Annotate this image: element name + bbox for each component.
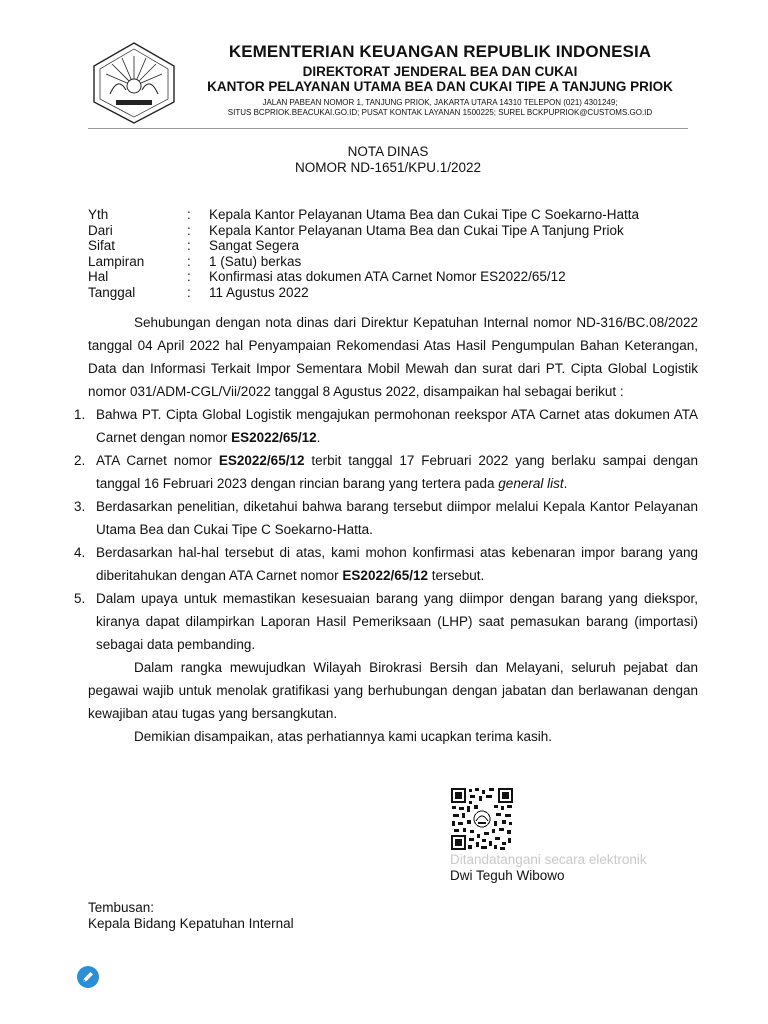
list-item [74,495,698,541]
italic-term: general list [498,476,564,491]
memo-meta-table [88,207,639,300]
meta-value: Sangat Segera [209,238,300,253]
list-item [74,587,698,656]
address-line-2: SITUS BCPRIOK.BEACUKAI.GO.ID; PUSAT KONTAK LAYANAN 1500225; SUREL BCKPUPRIOK@CUSTOMS.GO.ID [227,108,653,117]
meta-key: Sifat [88,238,116,253]
numbered-list [74,403,698,656]
list-number: 1. [74,407,86,422]
ministry-name: KEMENTERIAN KEUANGAN REPUBLIK INDONESIA [228,42,652,61]
list-item [74,541,698,587]
meta-value: 1 (Satu) berkas [209,253,302,269]
list-number: 5. [74,591,86,606]
meta-colon: : [187,253,191,269]
address-line-1: JALAN PABEAN NOMOR 1, TANJUNG PRIOK, JAKARTA UTARA 14310 TELEPON (021) 4301249; [262,98,618,107]
integrity-paragraph: Dalam rangka mewujudkan Wilayah Birokrasi Bersih dan Melayani, seluruh pejabat dan pegawai wajib untuk menolak gratifikasi yang berhubungan dengan jabatan dan berlawanan dengan kewajiban atau tugas yang bersangkutan. [88,660,698,721]
meta-row-yth [88,207,639,223]
meta-colon: : [187,284,191,300]
meta-row-sifat [88,238,639,254]
electronic-signature-note: Ditandatangani secara elektronik [450,852,647,867]
ministry-emblem-logo [88,40,180,126]
meta-key: Yth [88,207,109,222]
list-text: Berdasarkan hal-hal tersebut di atas, kami mohon konfirmasi atas kebenaran impor barang yang diberitahukan dengan ATA Carnet nomor [96,545,698,583]
memo-number: NOMOR ND-1651/KPU.1/2022 [294,160,482,175]
list-item [74,449,698,495]
meta-value: Konfirmasi atas dokumen ATA Carnet Nomor ES2022/65/12 [209,269,566,284]
meta-colon: : [187,238,191,253]
meta-key: Lampiran [88,253,145,269]
cc-label: Tembusan: [88,900,155,915]
meta-value: 11 Agustus 2022 [209,284,309,300]
carnet-number: ES2022/65/12 [231,430,317,445]
list-text: Berdasarkan penelitian, diketahui bahwa barang tersebut diimpor melalui Kepala Kantor Pelayanan Utama Bea dan Cukai Tipe C Soekarno-Hatta. [96,499,698,537]
directorate-name: DIREKTORAT JENDERAL BEA DAN CUKAI [302,64,578,79]
meta-value: Kepala Kantor Pelayanan Utama Bea dan Cukai Tipe C Soekarno-Hatta [209,207,640,222]
meta-key: Dari [88,222,113,238]
meta-row-dari [88,223,639,239]
memo-body [74,311,698,748]
pen-badge-icon[interactable] [77,966,99,988]
carnet-number: ES2022/65/12 [218,453,305,468]
office-name: KANTOR PELAYANAN UTAMA BEA DAN CUKAI TIPE A TANJUNG PRIOK [207,79,673,94]
meta-row-hal [88,269,639,285]
meta-row-lampiran [88,254,639,270]
list-text: . [563,476,568,491]
meta-colon: : [187,269,191,284]
list-item [74,403,698,449]
cc-recipient: Kepala Bidang Kepatuhan Internal [88,916,294,931]
meta-key: Hal [88,269,109,284]
signatory-name: Dwi Teguh Wibowo [450,868,565,883]
meta-key: Tanggal [88,284,136,300]
closing-paragraph: Demikian disampaikan, atas perhatiannya kami ucapkan terima kasih. [134,729,552,744]
list-text: Bahwa PT. Cipta Global Logistik mengajukan permohonan reekspor ATA Carnet atas dokumen ATA Carnet dengan nomor [96,407,698,445]
meta-colon: : [187,222,191,238]
list-number: 2. [74,453,86,468]
list-number: 3. [74,499,86,514]
list-text: terbit tanggal 17 Februari 2022 yang berlaku sampai dengan tanggal 16 Februari 2023 dengan rincian barang yang tertera pada [96,453,698,491]
signature-qr-code[interactable] [450,787,514,851]
list-text: . [316,430,321,445]
list-text: ATA Carnet nomor [96,453,219,468]
header-divider [88,128,688,129]
meta-row-tanggal [88,285,639,301]
list-number: 4. [74,545,86,560]
memo-title: NOTA DINAS [347,144,429,159]
list-text: tersebut. [428,568,485,583]
office-address [190,98,690,118]
meta-value: Kepala Kantor Pelayanan Utama Bea dan Cukai Tipe A Tanjung Priok [209,222,624,238]
intro-paragraph: Sehubungan dengan nota dinas dari Direktur Kepatuhan Internal nomor ND-316/BC.08/2022 tanggal 04 April 2022 hal Penyampaian Rekomendasi Atas Hasil Pengumpulan Bahan Keterangan, Data dan Informasi Terkait Impor Sementara Mobil Mewah dan surat dari PT. Cipta Global Logistik nomor 031/ADM-CGL/Vii/2022 tanggal 8 Agustus 2022, disampaikan hal sebagai berikut : [88,315,698,399]
carnet-number: ES2022/65/12 [342,568,428,583]
meta-colon: : [187,207,191,222]
list-text: Dalam upaya untuk memastikan kesesuaian barang yang diimpor dengan barang yang diekspor, kiranya dapat dilampirkan Laporan Hasil Pemeriksaan (LHP) saat pemasukan barang (importasi) sebagai data pembanding. [96,591,698,652]
